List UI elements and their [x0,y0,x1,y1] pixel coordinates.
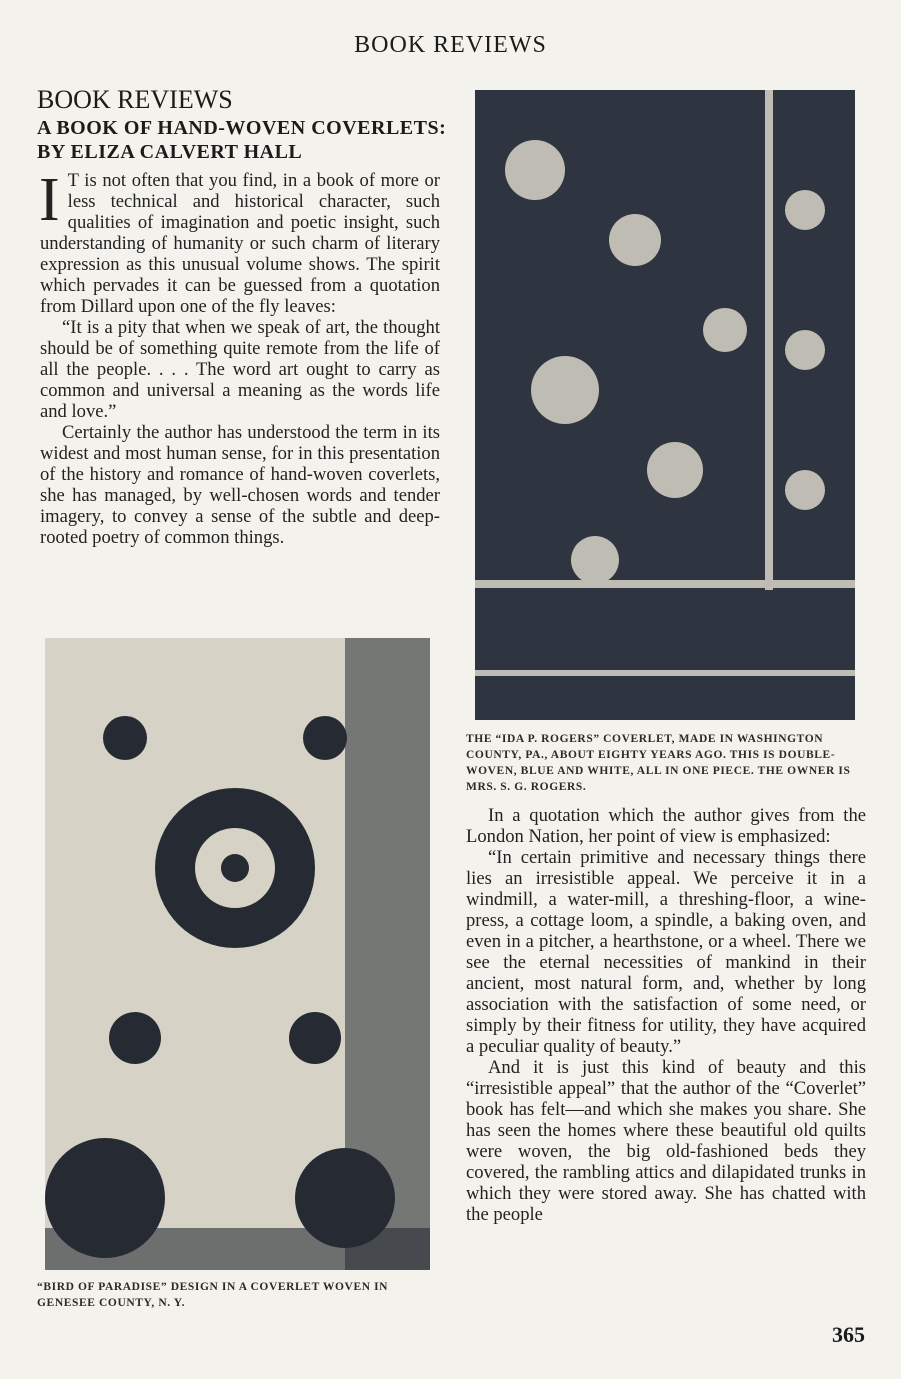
coverlet-photo-ida-rogers [475,90,855,720]
caption-ida-rogers: THE “IDA P. ROGERS” COVERLET, MADE IN WASHINGTON COUNTY, PA., ABOUT EIGHTY YEARS AGO. THIS IS DOUBLE-WOVEN, BLUE AND WHITE, ALL IN ONE PIECE. THE OWNER IS MRS. S. G. ROGERS. [466,733,851,793]
running-head: BOOK REVIEWS [354,32,547,58]
right-column [466,805,866,1225]
left-paragraph-2: “It is a pity that when we speak of art, the thought should be of something quite remote from the life of all the people. . . . The word art ought to carry as common and universal a meaning as the words life and love.” [40,317,440,422]
drop-cap: I [39,166,60,234]
right-paragraph-2: “In certain primitive and necessary things there lies an irresistible appeal. We perceive it in a windmill, a water-mill, a threshing-floor, a wine-press, a cottage loom, a spindle, a baking oven, and even in a pitcher, a hearthstone, or a wheel. There we see the eternal necessities of mankind in their ancient, most natural form, and, whether by long association with the satisfaction of some need, or simply by their fitness for utility, they have acquired a peculiar quality of beauty.” [466,847,866,1057]
caption-bird-of-paradise: “BIRD OF PARADISE” DESIGN IN A COVERLET WOVEN IN GENESEE COUNTY, N. Y. [37,1281,389,1309]
right-paragraph-1: In a quotation which the author gives from the London Nation, her point of view is emphasized: [466,805,866,847]
left-column [39,166,440,548]
coverlet-pattern-right [475,90,855,720]
left-paragraph-1 [39,166,440,317]
article-title: A BOOK OF HAND-WOVEN COVERLETS: BY ELIZA CALVERT HALL [37,117,447,163]
coverlet-pattern-left [45,638,430,1270]
page-number: 365 [832,1322,865,1347]
coverlet-photo-bird-of-paradise [45,638,430,1270]
left-paragraph-1-text: T is not often that you find, in a book of more or less technical and historical character, such qualities of imagination and poetic insight, such understanding of humanity or such charm of literary expression as this unusual volume shows. The spirit which pervades it can be guessed from a quotation from Dillard upon one of the fly leaves: [40,170,440,317]
right-paragraph-3: And it is just this kind of beauty and this “irresistible appeal” that the author of the “Coverlet” book has felt—and which she makes you share. She has seen the homes where these beautiful old quilts were woven, the big old-fashioned beds they covered, the rambling attics and dilapidated trunks in which they were stored away. She has chatted with the people [466,1057,866,1225]
section-title: BOOK REVIEWS [37,85,233,114]
left-paragraph-3: Certainly the author has understood the term in its widest and most human sense, for in this presentation of the history and romance of hand-woven coverlets, she has managed, by well-chosen words and tender imagery, to convey a sense of the subtle and deep-rooted poetry of common things. [40,422,440,548]
